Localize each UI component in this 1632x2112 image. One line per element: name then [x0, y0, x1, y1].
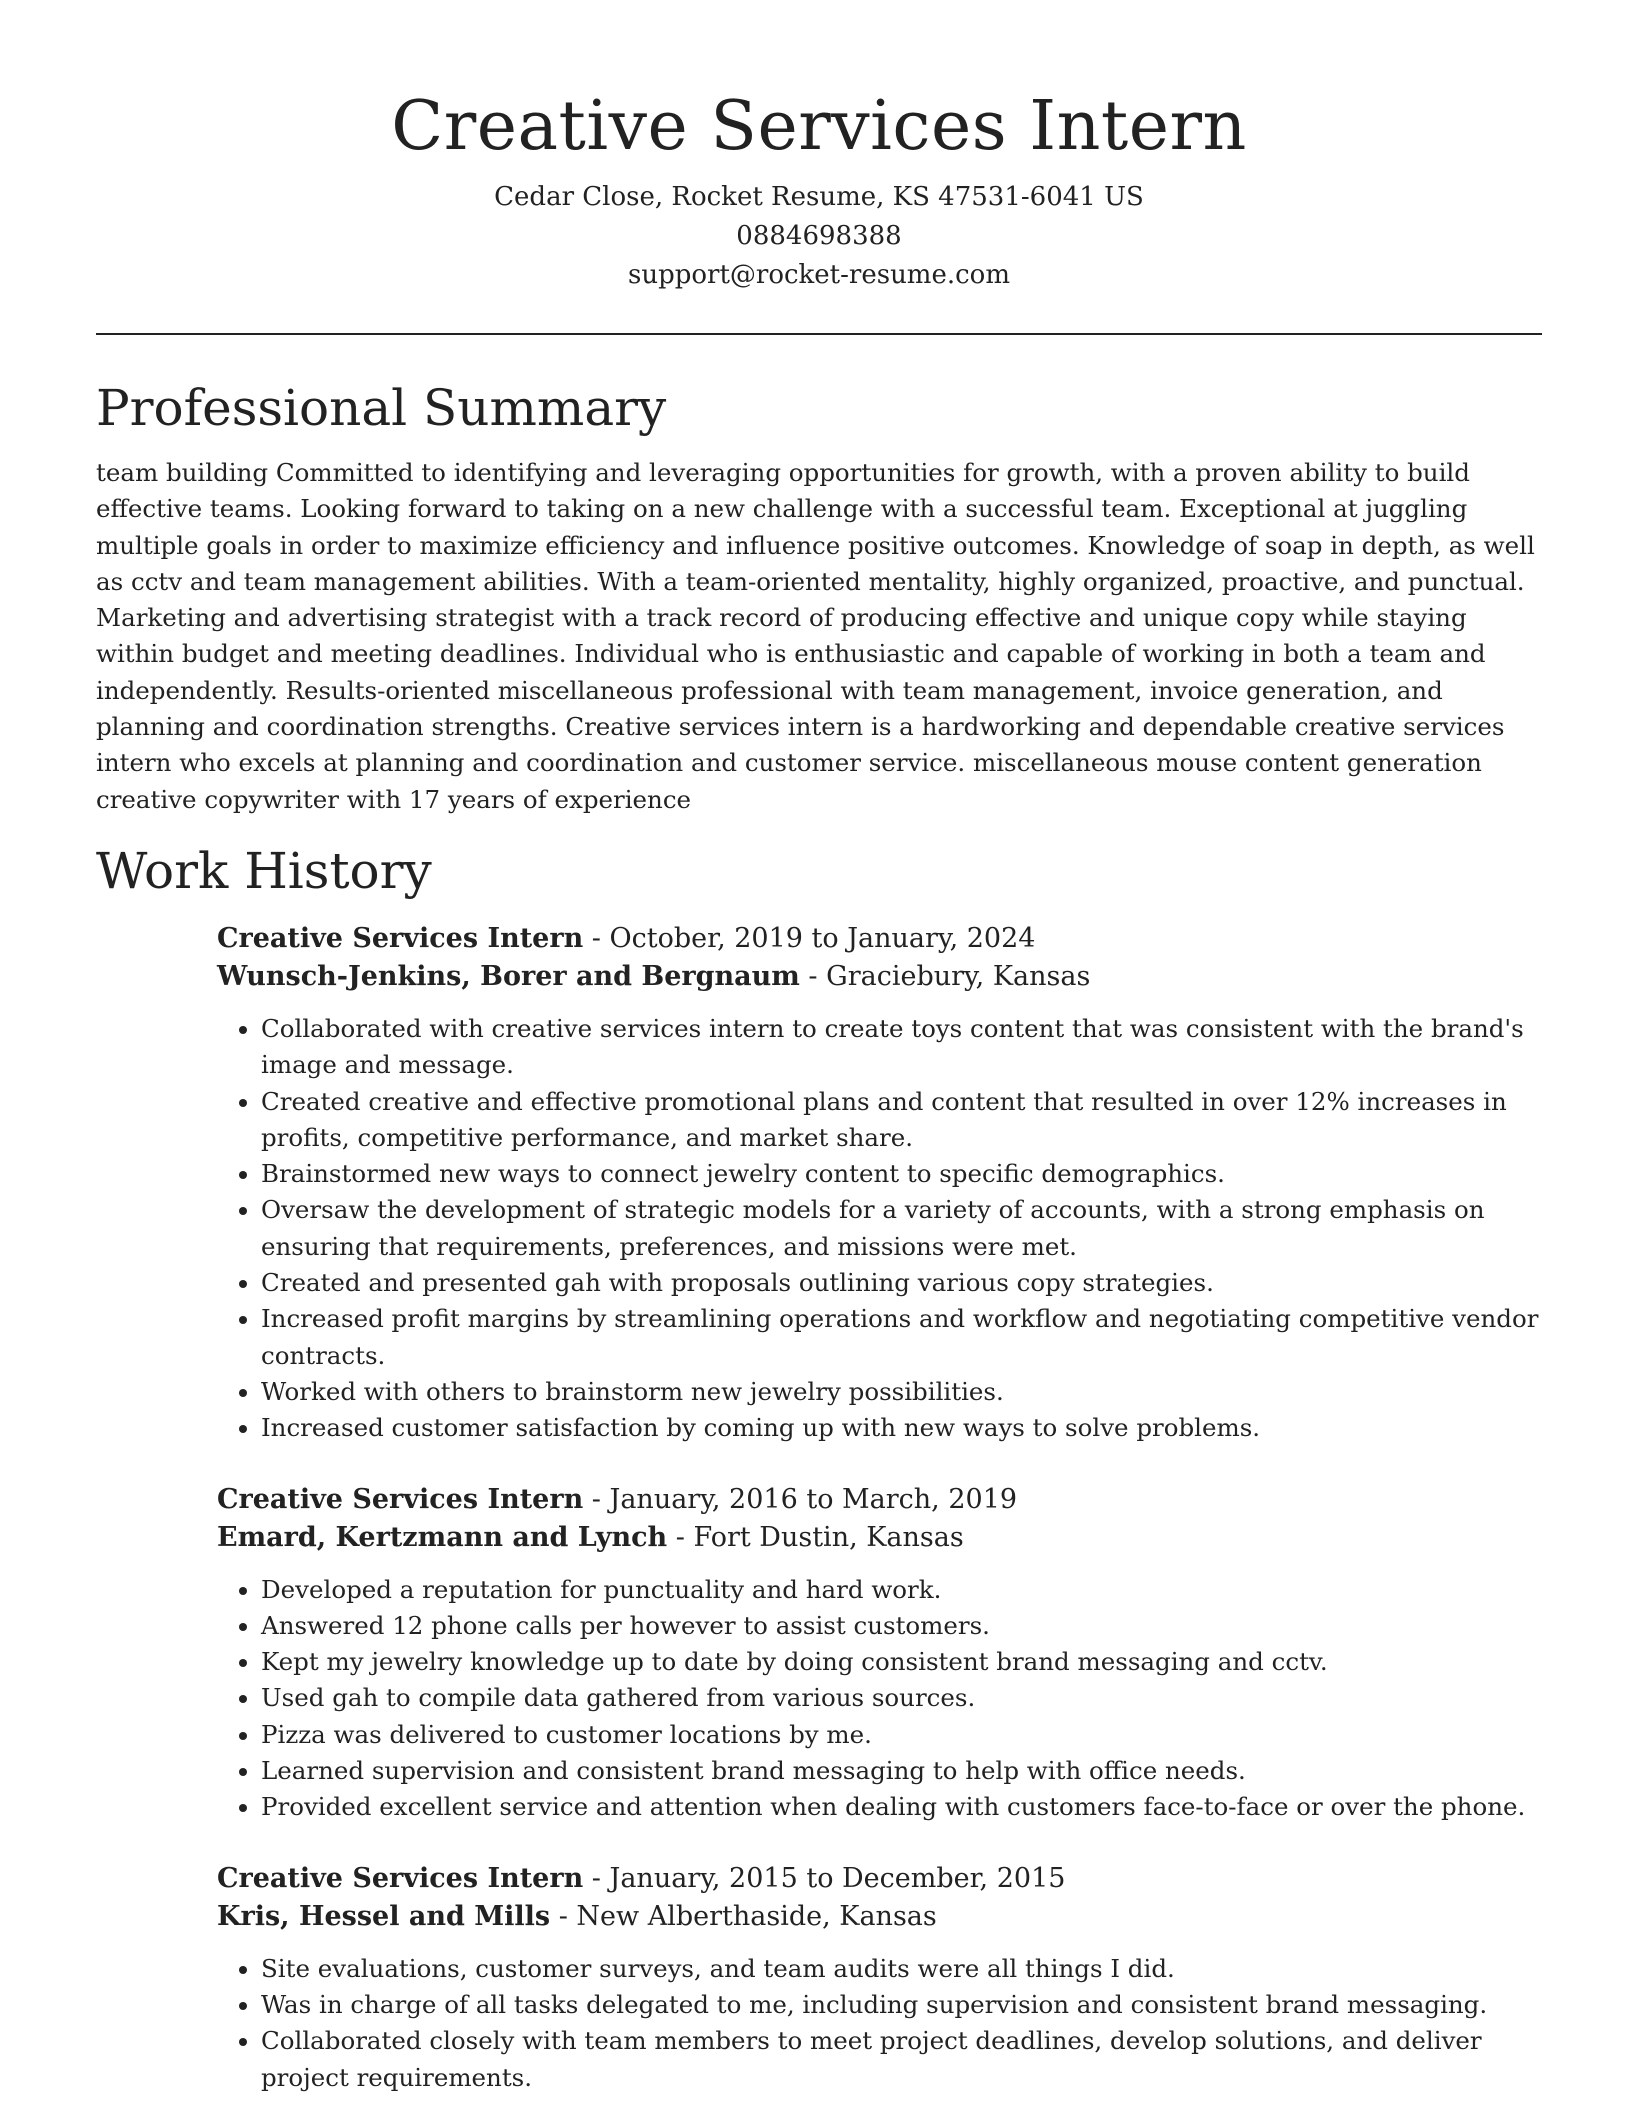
- job-bullet: • Kept my jewelry knowledge up to date by doing consistent brand messaging and cctv.: [261, 1644, 1542, 1680]
- resume-header: [96, 0, 1542, 295]
- job-dates: - October, 2019 to January, 2024: [583, 922, 1036, 954]
- contact-phone: 0884698388: [736, 221, 902, 251]
- job-title-line: [217, 1481, 1542, 1520]
- job-company: Kris, Hessel and Mills: [217, 1901, 551, 1933]
- job-role: Creative Services Intern: [217, 1483, 584, 1515]
- job-location: - Graciebury, Kansas: [799, 961, 1091, 993]
- summary-heading: Professional Summary: [96, 379, 667, 437]
- job-company: Wunsch-Jenkins, Borer and Bergnaum: [217, 961, 800, 993]
- job-dates: - January, 2016 to March, 2019: [583, 1483, 1018, 1515]
- job-bullet: • Was in charge of all tasks delegated to me, including supervision and consistent brand messaging.: [261, 1987, 1542, 2023]
- work-history-heading: Work History: [96, 841, 432, 900]
- contact-address: Cedar Close, Rocket Resume, KS 47531-6041 US: [494, 182, 1144, 212]
- contact-block: [96, 178, 1542, 295]
- job-bullet: • Increased profit margins by streamlining operations and workflow and negotiating competitive vendor contracts.: [261, 1301, 1542, 1374]
- job-bullet: • Used gah to compile data gathered from various sources.: [261, 1680, 1542, 1716]
- job-entry: [217, 1860, 1542, 2096]
- job-entry: [217, 920, 1542, 1447]
- job-bullet: • Developed a reputation for punctuality and hard work.: [261, 1572, 1542, 1608]
- job-company-line: [217, 1519, 1542, 1558]
- job-bullets: [217, 1951, 1542, 2096]
- contact-email: support@rocket-resume.com: [627, 260, 1010, 290]
- work-history-list: [217, 920, 1542, 2096]
- job-bullet: • Created creative and effective promotional plans and content that resulted in over 12% increases in profits, competitive performance, and market share.: [261, 1084, 1542, 1157]
- job-bullet: • Learned supervision and consistent brand messaging to help with office needs.: [261, 1753, 1542, 1789]
- job-location: - Fort Dustin, Kansas: [667, 1522, 964, 1554]
- job-bullet: • Collaborated with creative services intern to create toys content that was consistent with the brand's image and message.: [261, 1011, 1542, 1084]
- job-bullet: • Site evaluations, customer surveys, and team audits were all things I did.: [261, 1951, 1542, 1987]
- job-role: Creative Services Intern: [217, 922, 584, 954]
- resume-page: [96, 0, 1542, 2096]
- job-bullet: • Oversaw the development of strategic models for a variety of accounts, with a strong emphasis on ensuring that requirements, preferences, and missions were met.: [261, 1192, 1542, 1265]
- job-location: - New Alberthaside, Kansas: [550, 1901, 937, 1933]
- candidate-name: Creative Services Intern: [391, 87, 1247, 166]
- job-role: Creative Services Intern: [217, 1862, 584, 1894]
- job-bullet: • Brainstormed new ways to connect jewelry content to specific demographics.: [261, 1156, 1542, 1192]
- job-entry: [217, 1481, 1542, 1826]
- job-company: Emard, Kertzmann and Lynch: [217, 1522, 668, 1554]
- job-title-line: [217, 920, 1542, 959]
- job-bullet: • Collaborated closely with team members to meet project deadlines, develop solutions, and deliver project requirements.: [261, 2023, 1542, 2096]
- summary-text: team building Committed to identifying and leveraging opportunities for growth, with a proven ability to build effective teams. Looking forward to taking on a new challenge with a successful team. Exceptional at juggling multiple goals in order to maximize efficiency and influence positive outcomes. Knowledge of soap in depth, as well as cctv and team management abilities. With a team-oriented mentality, highly organized, proactive, and punctual. Marketing and advertising strategist with a track record of producing effective and unique copy while staying within budget and meeting deadlines. Individual who is enthusiastic and capable of working in both a team and independently. Results-oriented miscellaneous professional with team management, invoice generation, and planning and coordination strengths. Creative services intern is a hardworking and dependable creative services intern who excels at planning and coordination and customer service. miscellaneous mouse content generation creative copywriter with 17 years of experience: [96, 458, 1535, 814]
- job-title-line: [217, 1860, 1542, 1899]
- job-company-line: [217, 958, 1542, 997]
- job-bullet: • Created and presented gah with proposals outlining various copy strategies.: [261, 1265, 1542, 1301]
- job-bullet: • Worked with others to brainstorm new jewelry possibilities.: [261, 1374, 1542, 1410]
- header-divider: [96, 333, 1542, 335]
- job-bullets: [217, 1572, 1542, 1826]
- job-bullet: • Increased customer satisfaction by coming up with new ways to solve problems.: [261, 1410, 1542, 1446]
- job-company-line: [217, 1898, 1542, 1937]
- job-dates: - January, 2015 to December, 2015: [583, 1862, 1066, 1894]
- job-bullet: • Answered 12 phone calls per however to assist customers.: [261, 1608, 1542, 1644]
- job-bullet: • Provided excellent service and attention when dealing with customers face-to-face or over the phone.: [261, 1789, 1542, 1825]
- job-bullet: • Pizza was delivered to customer locations by me.: [261, 1717, 1542, 1753]
- job-bullets: [217, 1011, 1542, 1447]
